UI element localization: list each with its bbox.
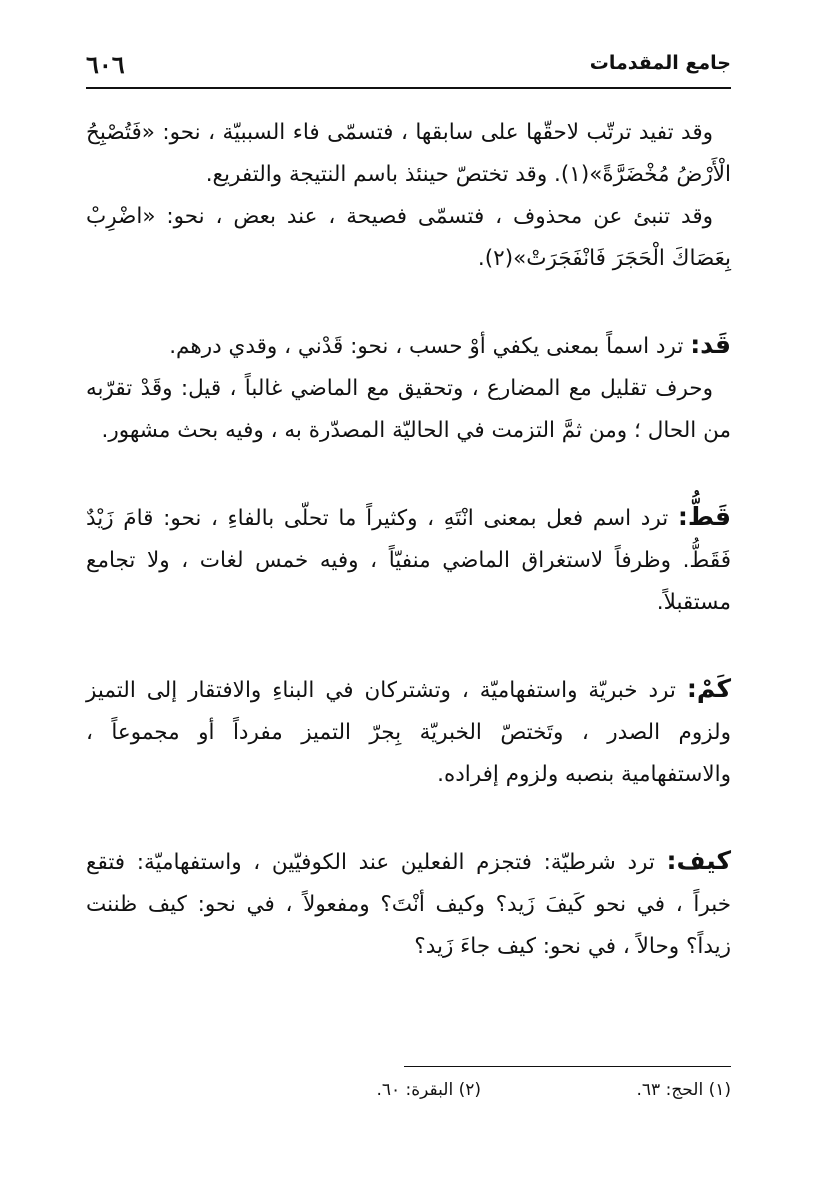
entry-term: كَمْ: (686, 674, 731, 703)
paragraph: وقد تنبئ عن محذوف ، فتسمّى فصيحة ، عند بعض ، نحو: «اضْرِبْ بِعَصَاكَ الْحَجَرَ فَانْفَجَرَتْ»(٢). (86, 204, 731, 271)
entry-text: ترد شرطيّة: فتجزم الفعلين عند الكوفيّين ، واستفهاميّة: فتقع خبراً ، في نحو كَيفَ زَيد؟ وكيف أنْتَ؟ ومفعولاً ، في نحو: كيف ظننت زيداً؟ وحالاً ، في نحو: كيف جاءَ زَيد؟ (86, 850, 731, 959)
entry-paragraph (86, 496, 731, 624)
page-header (86, 50, 731, 86)
main-text (86, 112, 731, 968)
entry-paragraph (86, 840, 731, 968)
footnote-rule (404, 1066, 731, 1067)
entry-term: قَد: (690, 330, 731, 359)
entry-fa-continued (86, 112, 731, 280)
entry-text: ترد خبريّة واستفهاميّة ، وتشتركان في البناءِ والافتقار إلى التميز ولزوم الصدر ، وتَختصّ الخبريّة بِجرّ التميز مفرداً أو مجموعاً ، والاستفهامية بنصبه ولزوم إفراده. (86, 678, 731, 787)
entry-paragraph (86, 668, 731, 796)
entry-paragraph (86, 324, 731, 368)
footnote-1: (١) الحج: ٦٣. (636, 1080, 731, 1100)
entry-text: ترد اسماً بمعنى يكفي أوْ حسب ، نحو: قَدْني ، وقدي درهم. (169, 334, 684, 359)
footnotes (86, 1080, 731, 1110)
entry-text: ترد اسم فعل بمعنى انْتَهِ ، وكثيراً ما تحلّى بالفاءِ ، نحو: قامَ زَيْدٌ فَقَطُّ. وظرفاً لاستغراق الماضي منفيّاً ، وفيه خمس لغات ، ولا تجامع مستقبلاً. (86, 506, 731, 615)
footnote-2: (٢) البقرة: ٦٠. (376, 1080, 481, 1100)
entry-kayfa (86, 840, 731, 968)
entry-kam (86, 668, 731, 796)
running-head: جامع المقدمات (589, 52, 731, 74)
paragraph: وقد تفيد ترتّب لاحقّها على سابقها ، فتسمّى فاء السببيّة ، نحو: «فَتُصْبِحُ الْأَرْضُ مُخْضَرَّةً»(١). وقد تختصّ حينئذ باسم النتيجة والتفريع. (86, 120, 731, 187)
header-rule (86, 87, 731, 89)
page-number: ٦٠٦ (86, 50, 125, 79)
paragraph: وحرف تقليل مع المضارع ، وتحقيق مع الماضي غالباً ، قيل: وقَدْ تقرّبه من الحال ؛ ومن ثمَّ التزمت في الحاليّة المصدّرة به ، وفيه بحث مشهور. (86, 376, 731, 443)
entry-qatt (86, 496, 731, 624)
entry-term: كيف: (666, 846, 732, 875)
entry-term: قَطُّ: (677, 502, 731, 531)
entry-qad (86, 324, 731, 452)
